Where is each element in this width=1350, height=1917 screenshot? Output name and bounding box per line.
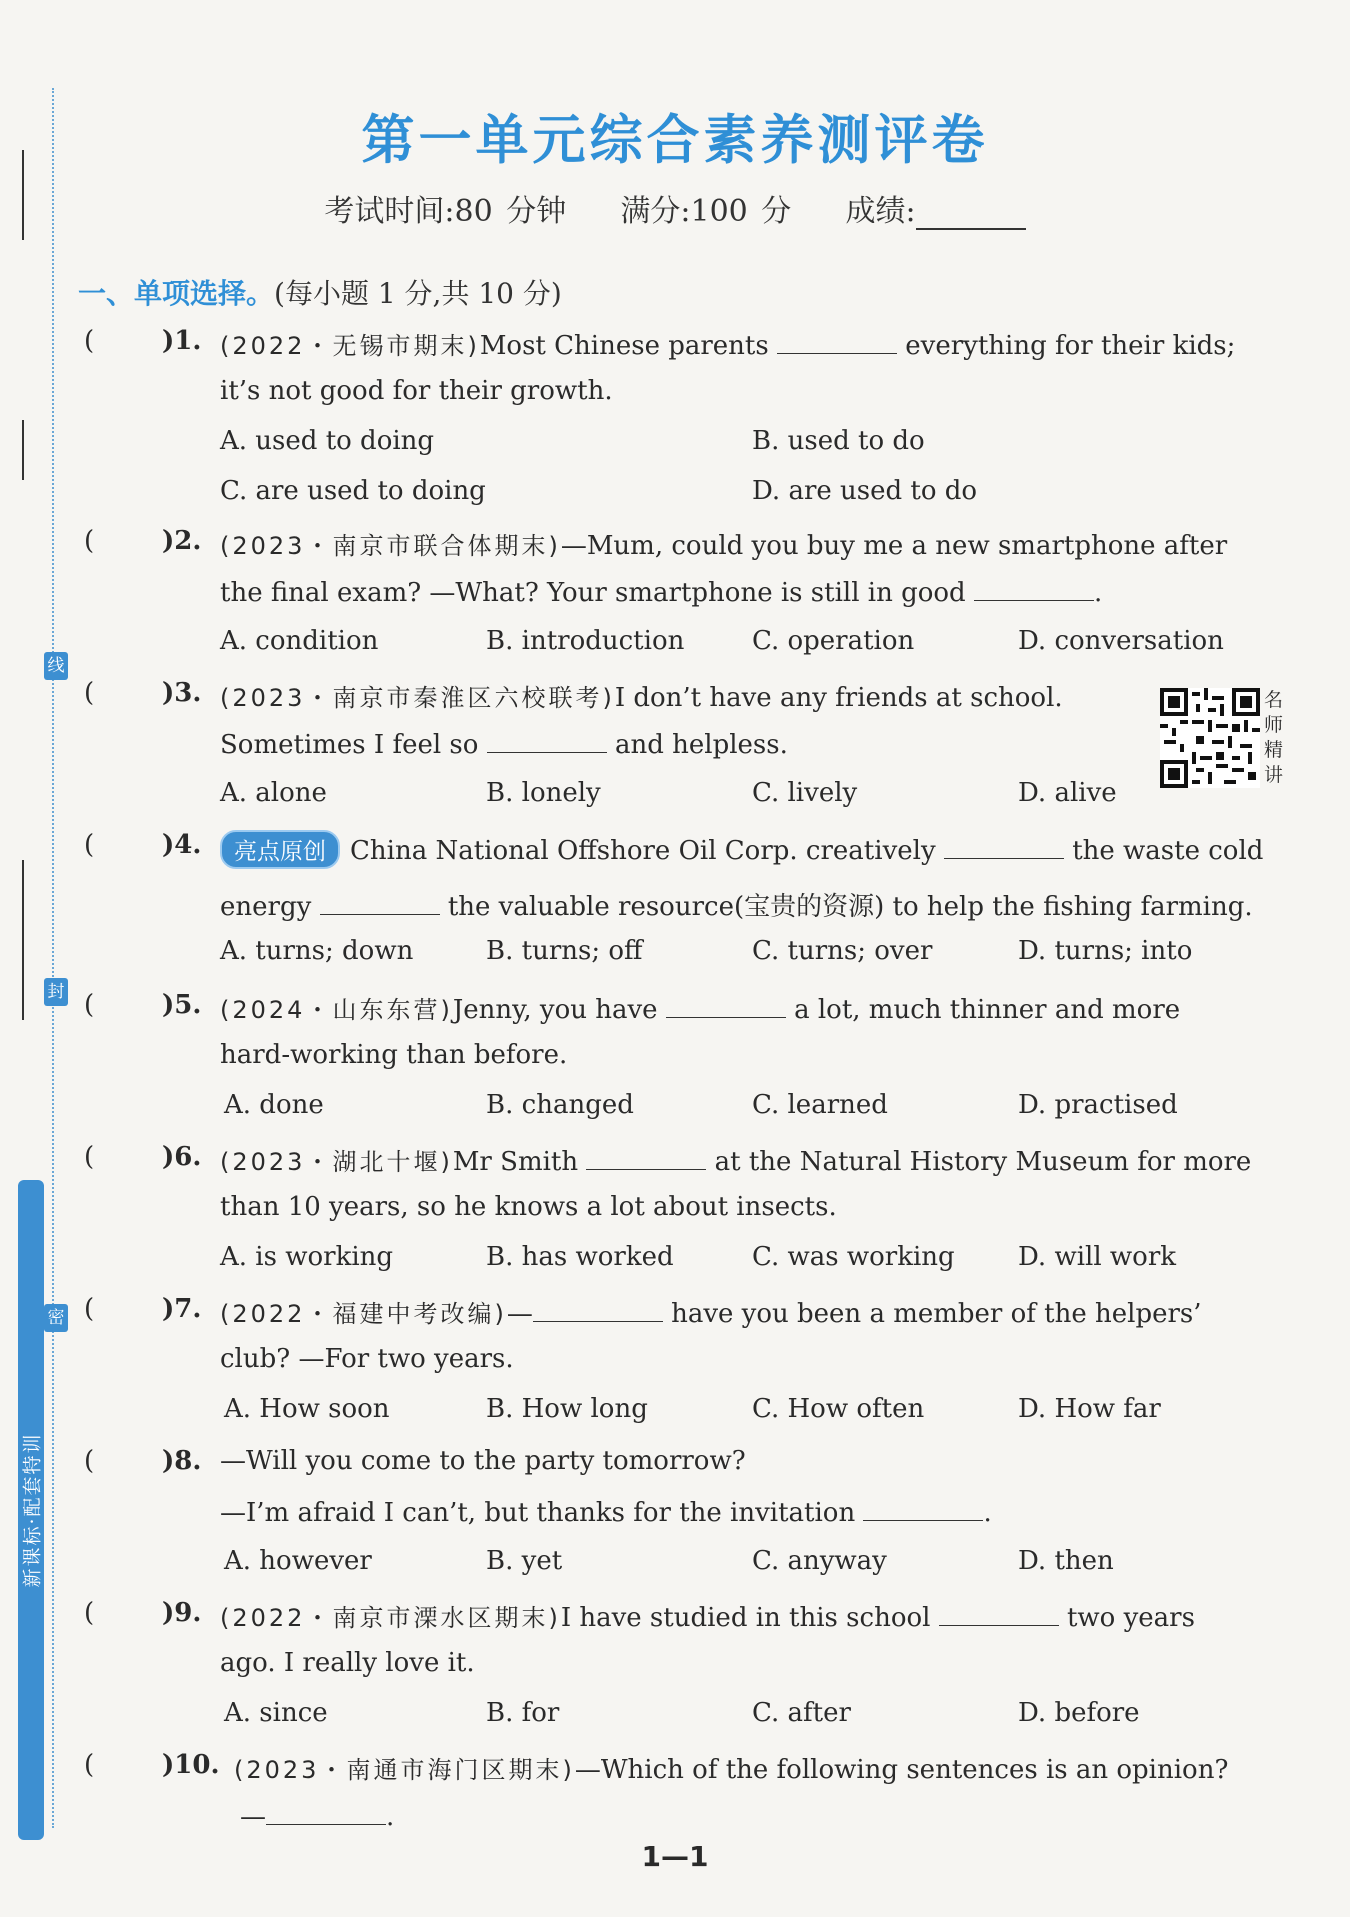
question-source: (2022・福建中考改编) xyxy=(220,1300,507,1328)
option-c[interactable]: C. operation xyxy=(752,626,915,656)
qr-label: 名 师 精 讲 xyxy=(1264,689,1284,786)
option-d[interactable]: D. are used to do xyxy=(752,476,978,506)
question-stem-continued: hard-working than before. xyxy=(220,1040,568,1070)
question-stem-continued: it’s not good for their growth. xyxy=(220,376,613,406)
option-a[interactable]: A. turns; down xyxy=(220,936,414,966)
question-source: (2022・无锡市期末) xyxy=(220,332,480,360)
option-c[interactable]: C. anyway xyxy=(752,1546,887,1576)
margin-mark-mi: 密 xyxy=(44,1304,68,1332)
option-a[interactable]: A. however xyxy=(224,1546,372,1576)
option-a[interactable]: A. condition xyxy=(220,626,379,656)
question-stem: (2022・无锡市期末)Most Chinese parents everything for their kids; xyxy=(220,331,1236,361)
answer-blank[interactable] xyxy=(487,728,607,753)
option-d[interactable]: D. conversation xyxy=(1018,626,1224,656)
section-title: 一、单项选择。 xyxy=(78,277,275,310)
exam-time: 考试时间:80 分钟 xyxy=(324,194,567,229)
question-stem: (2023・南京市联合体期末)—Mum, could you buy me a new smartphone after xyxy=(220,531,1228,561)
question-stem-continued: —I’m afraid I can’t, but thanks for the invitation . xyxy=(220,1498,992,1528)
answer-blank[interactable] xyxy=(863,1496,983,1521)
option-d[interactable]: D. practised xyxy=(1018,1090,1178,1120)
question-stem: (2023・南通市海门区期末)—Which of the following sentences is an opinion? xyxy=(234,1755,1229,1785)
margin-mark-feng: 封 xyxy=(44,978,68,1006)
option-d[interactable]: D. before xyxy=(1018,1698,1140,1728)
option-a[interactable]: A. used to doing xyxy=(220,426,435,456)
page-title: 第一单元综合素养测评卷 xyxy=(361,110,989,171)
option-b[interactable]: B. has worked xyxy=(486,1242,674,1272)
question-number: )5. xyxy=(162,990,202,1020)
answer-blank[interactable] xyxy=(974,576,1094,601)
option-c[interactable]: C. are used to doing xyxy=(220,476,486,506)
full-score: 满分:100 分 xyxy=(620,194,792,229)
question-stem: (2023・湖北十堰)Mr Smith at the Natural History Museum for more xyxy=(220,1147,1252,1177)
exam-meta xyxy=(0,186,1350,230)
binding-dotted-line xyxy=(52,88,54,1828)
question-source: (2023・南京市联合体期末) xyxy=(220,532,561,560)
margin-rule xyxy=(22,420,24,480)
margin-rule xyxy=(22,860,24,1020)
question-number: )4. xyxy=(162,830,202,860)
answer-blank[interactable] xyxy=(939,1601,1059,1626)
answer-paren[interactable]: ( xyxy=(84,1446,95,1476)
question-stem: (2022・福建中考改编)— have you been a member of the helpers’ xyxy=(220,1299,1202,1329)
question-stem-continued: Sometimes I feel so and helpless. xyxy=(220,730,788,760)
question-stem: (2022・南京市溧水区期末)I have studied in this school two years xyxy=(220,1603,1195,1633)
question-source: (2023・南通市海门区期末) xyxy=(234,1756,575,1784)
answer-paren[interactable]: ( xyxy=(84,990,95,1020)
question-number: )8. xyxy=(162,1446,202,1476)
option-b[interactable]: B. lonely xyxy=(486,778,601,808)
option-d[interactable]: D. then xyxy=(1018,1546,1114,1576)
option-c[interactable]: C. after xyxy=(752,1698,851,1728)
answer-paren[interactable]: ( xyxy=(84,1294,95,1324)
answer-blank[interactable] xyxy=(944,834,1064,859)
question-number: )10. xyxy=(162,1750,220,1780)
question-stem: (2023・南京市秦淮区六校联考)I don’t have any friends at school. xyxy=(220,683,1063,713)
option-a[interactable]: A. done xyxy=(224,1090,324,1120)
question-stem-continued: the final exam? —What? Your smartphone is still in good . xyxy=(220,578,1103,608)
option-b[interactable]: B. yet xyxy=(486,1546,563,1576)
question-stem-continued: energy the valuable resource(宝贵的资源) to help the fishing farming. xyxy=(220,892,1253,922)
score-label: 成绩: xyxy=(845,194,916,229)
option-b[interactable]: B. How long xyxy=(486,1394,648,1424)
question-stem-continued: — . xyxy=(240,1802,395,1832)
option-d[interactable]: D. turns; into xyxy=(1018,936,1193,966)
option-a[interactable]: A. alone xyxy=(220,778,327,808)
question-source: (2024・山东东营) xyxy=(220,996,453,1024)
answer-blank[interactable] xyxy=(533,1297,663,1322)
question-source: (2023・湖北十堰) xyxy=(220,1148,453,1176)
section-score-note: (每小题 1 分,共 10 分) xyxy=(274,277,562,310)
question-number: )2. xyxy=(162,526,202,556)
answer-paren[interactable]: ( xyxy=(84,1598,95,1628)
option-c[interactable]: C. How often xyxy=(752,1394,925,1424)
question-stem: (2024・山东东营)Jenny, you have a lot, much thinner and more xyxy=(220,995,1181,1025)
option-b[interactable]: B. introduction xyxy=(486,626,685,656)
option-a[interactable]: A. is working xyxy=(220,1242,394,1272)
option-c[interactable]: C. learned xyxy=(752,1090,888,1120)
answer-blank[interactable] xyxy=(666,993,786,1018)
answer-paren[interactable]: ( xyxy=(84,1750,95,1780)
answer-blank[interactable] xyxy=(586,1145,706,1170)
option-d[interactable]: D. alive xyxy=(1018,778,1117,808)
answer-paren[interactable]: ( xyxy=(84,526,95,556)
question-stem-continued: than 10 years, so he knows a lot about insects. xyxy=(220,1192,837,1222)
qr-code-icon[interactable] xyxy=(1160,688,1260,788)
question-source: (2022・南京市溧水区期末) xyxy=(220,1604,561,1632)
question-number: )7. xyxy=(162,1294,202,1324)
question-stem: —Will you come to the party tomorrow? xyxy=(220,1446,746,1476)
option-c[interactable]: C. lively xyxy=(752,778,858,808)
spine-label: 新课标·配套特训 xyxy=(18,1180,44,1840)
option-b[interactable]: B. changed xyxy=(486,1090,634,1120)
question-number: )9. xyxy=(162,1598,202,1628)
question-number: )1. xyxy=(162,326,202,356)
option-d[interactable]: D. How far xyxy=(1018,1394,1161,1424)
answer-paren[interactable]: ( xyxy=(84,326,95,356)
option-b[interactable]: B. turns; off xyxy=(486,936,643,966)
option-b[interactable]: B. used to do xyxy=(752,426,925,456)
option-a[interactable]: A. since xyxy=(224,1698,328,1728)
margin-mark-xian: 线 xyxy=(44,652,68,680)
question-source: (2023・南京市秦淮区六校联考) xyxy=(220,684,615,712)
question-stem-continued: club? —For two years. xyxy=(220,1344,514,1374)
section-heading xyxy=(78,272,562,312)
question-number: )6. xyxy=(162,1142,202,1172)
option-b[interactable]: B. for xyxy=(486,1698,560,1728)
question-number: )3. xyxy=(162,678,202,708)
answer-blank[interactable] xyxy=(320,890,440,915)
option-c[interactable]: C. was working xyxy=(752,1242,955,1272)
score-blank[interactable] xyxy=(916,200,1026,230)
answer-blank[interactable] xyxy=(777,329,897,354)
question-stem: 亮点原创 China National Offshore Oil Corp. creatively the waste cold xyxy=(220,830,1263,869)
answer-blank[interactable] xyxy=(266,1800,386,1825)
answer-paren[interactable]: ( xyxy=(84,1142,95,1172)
answer-paren[interactable]: ( xyxy=(84,678,95,708)
highlight-original-badge: 亮点原创 xyxy=(220,830,340,869)
option-d[interactable]: D. will work xyxy=(1018,1242,1177,1272)
question-stem-continued: ago. I really love it. xyxy=(220,1648,475,1678)
option-c[interactable]: C. turns; over xyxy=(752,936,933,966)
answer-paren[interactable]: ( xyxy=(84,830,95,860)
page-number: 1—1 xyxy=(641,1840,709,1873)
option-a[interactable]: A. How soon xyxy=(224,1394,390,1424)
